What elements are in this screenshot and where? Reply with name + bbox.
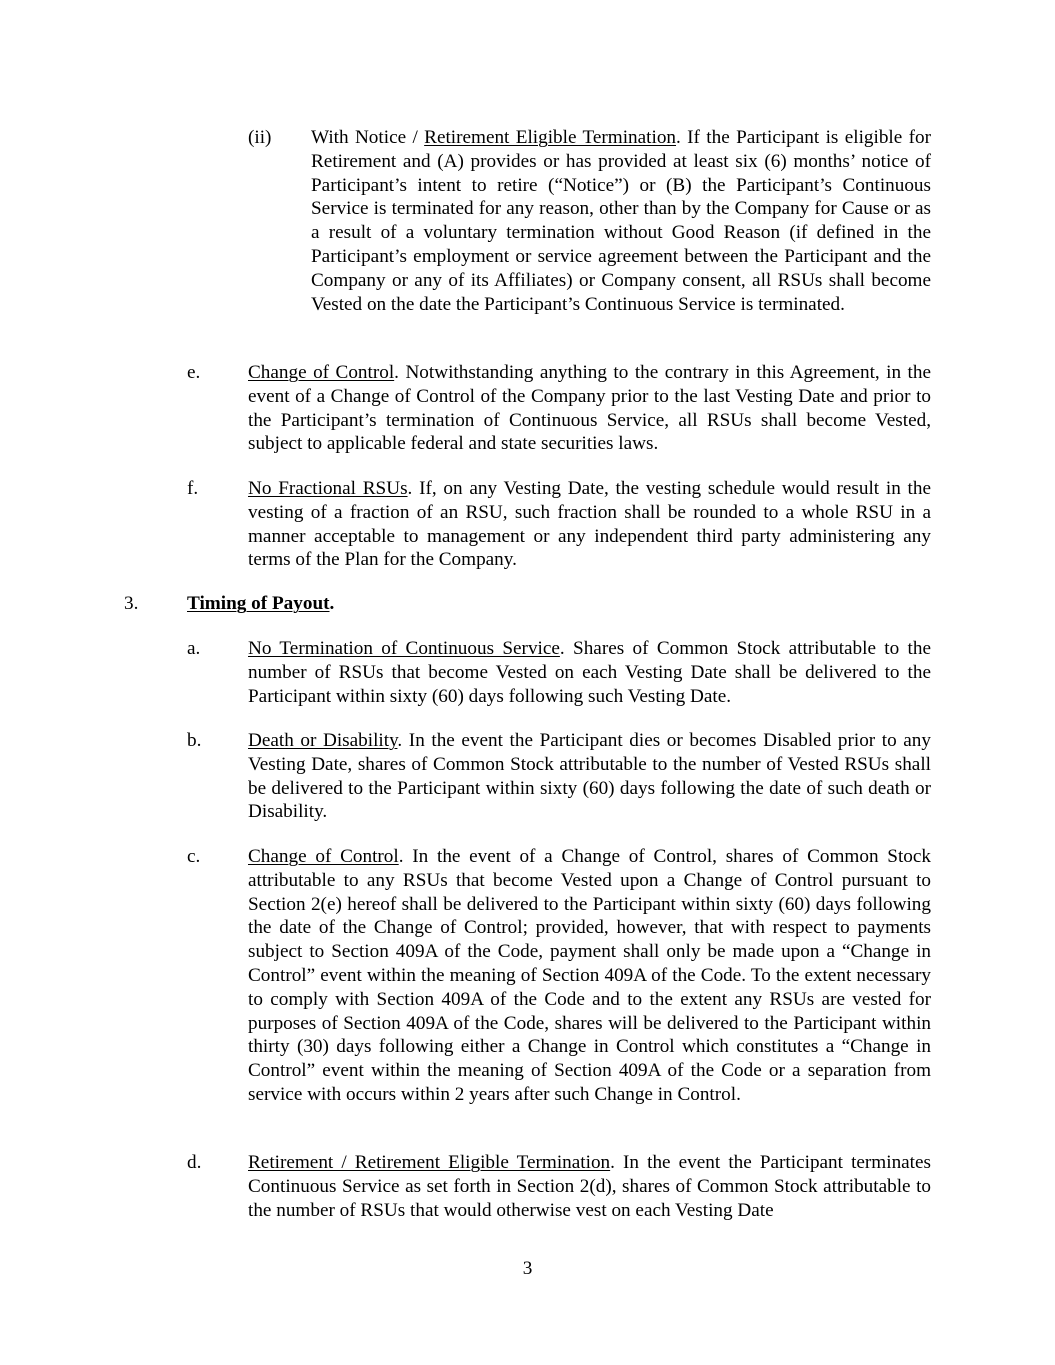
- paragraph-body: . In the event of a Change of Control, shares of Common Stock attributable to any RSUs that become Vested upon a Change of Control pursuant to Section 2(e) hereof shall be delivered to the Participant within sixty (60) days following the date of the Change of Control; provided, however, that with respect to payments subject to Section 409A of the Code, payment shall only be made upon a “Change in Control” event within the meaning of Section 409A of the Code. To the extent necessary to comply with Section 409A of the Code and to the extent any RSUs are vested for purposes of Section 409A of the Code, shares will be delivered to the Participant within thirty (30) days following either a Change in Control which constitutes a “Change in Control” event within the meaning of Section 409A of the Code or a separation from service with occurs within 2 years after such Change in Control.: [248, 846, 931, 1105]
- item-number: c.: [187, 846, 201, 867]
- paragraph-d: [248, 1151, 931, 1222]
- section-heading: Timing of Payout: [187, 593, 330, 614]
- section-number: 3.: [124, 593, 139, 614]
- paragraph-prefix: With Notice /: [311, 127, 425, 148]
- paragraph-body: . Shares of Common Stock attributable to the number of RSUs that become Vested on each Vesting Date shall be delivered to the Participant within sixty (60) days following such Vesting Date.: [248, 638, 931, 707]
- paragraph-e: [248, 361, 931, 456]
- paragraph-f: [248, 477, 931, 572]
- paragraph-body: . If, on any Vesting Date, the vesting schedule would result in the vesting of a fraction of an RSU, such fraction shall be rounded to a whole RSU in a manner acceptable to management or any independent third party administering any terms of the Plan for the Company.: [248, 478, 931, 571]
- paragraph-a: [248, 637, 931, 708]
- paragraph-body: . In the event the Participant dies or becomes Disabled prior to any Vesting Date, shares of Common Stock attributable to the number of Vested RSUs shall be delivered to the Participant within sixty (60) days following the date of such death or Disability.: [248, 730, 931, 823]
- paragraph-heading: Retirement / Retirement Eligible Termination: [248, 1152, 611, 1173]
- paragraph-body: . Notwithstanding anything to the contrary in this Agreement, in the event of a Change of Control of the Company prior to the last Vesting Date and prior to the Participant’s termination of Continuous Service, all RSUs shall become Vested, subject to applicable federal and state securities laws.: [248, 362, 931, 455]
- paragraph-c: [248, 845, 931, 1107]
- item-number: b.: [187, 730, 202, 751]
- paragraph-heading: No Termination of Continuous Service: [248, 638, 560, 659]
- paragraph-heading: Retirement Eligible Termination: [424, 127, 677, 148]
- section-heading-3: [187, 592, 887, 616]
- item-number: f.: [187, 478, 199, 499]
- item-number: d.: [187, 1152, 202, 1173]
- paragraph-body: . In the event the Participant terminates Continuous Service as set forth in Section 2(d), shares of Common Stock attributable to the number of RSUs that would otherwise vest on each Vesting Date: [248, 1152, 931, 1221]
- paragraph-ii: [311, 126, 931, 316]
- item-number: (ii): [248, 127, 272, 148]
- item-number: a.: [187, 638, 201, 659]
- page-number: 3: [522, 1258, 533, 1279]
- paragraph-heading: Death or Disability: [248, 730, 398, 751]
- paragraph-body: . If the Participant is eligible for Retirement and (A) provides or has provided at least six (6) months’ notice of Participant’s intent to retire (“Notice”) or (B) the Participant’s Continuous Service is terminated for any reason, other than by the Company for Cause or as a result of a voluntary termination without Good Reason (if defined in the Participant’s employment or service agreement between the Participant and the Company or any of its Affiliates) or Company consent, all RSUs shall become Vested on the date the Participant’s Continuous Service is terminated.: [311, 127, 931, 315]
- paragraph-b: [248, 729, 931, 824]
- paragraph-heading: Change of Control: [248, 362, 395, 383]
- paragraph-heading: Change of Control: [248, 846, 399, 867]
- section-heading-period: .: [329, 593, 335, 614]
- paragraph-heading: No Fractional RSUs: [248, 478, 408, 499]
- item-number: e.: [187, 362, 201, 383]
